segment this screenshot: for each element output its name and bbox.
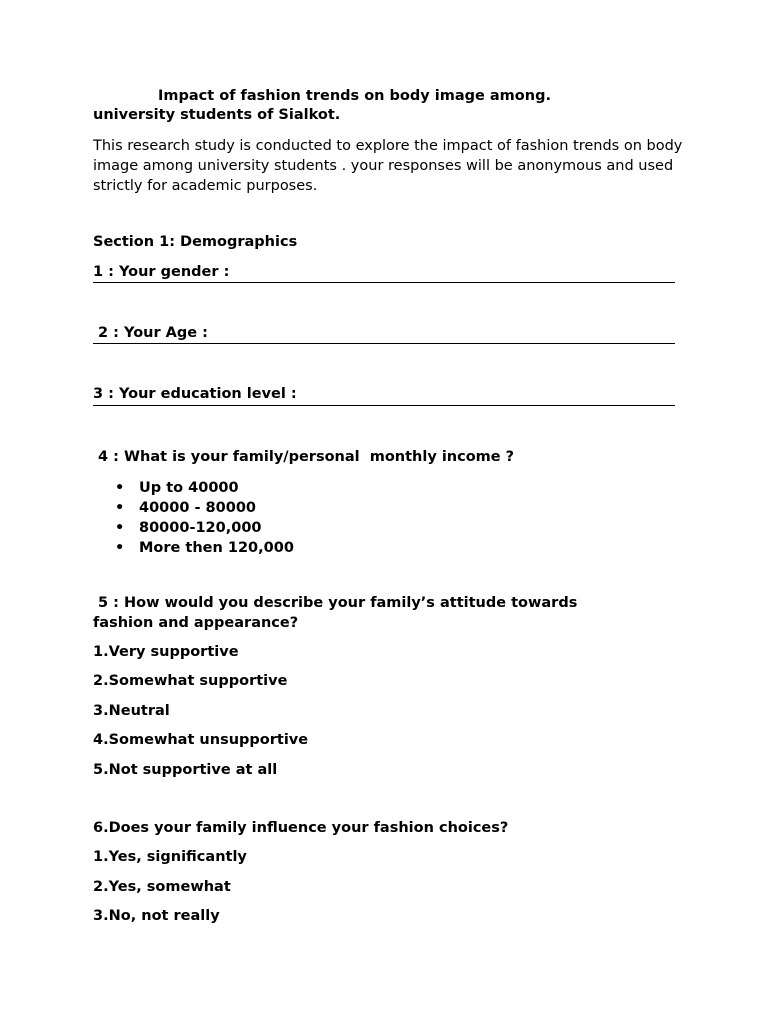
attitude-option: 3.Neutral: [93, 703, 170, 719]
education-answer-line: [93, 405, 675, 406]
bullet-icon: •: [115, 540, 125, 556]
income-option: [93, 498, 294, 518]
intro-paragraph: This research study is conducted to explore the impact of fashion trends on body image among university students . your responses will be anonymous and used strictly for academic purposes.: [93, 138, 683, 194]
question-1-gender: 1 : Your gender :: [93, 264, 230, 280]
question-5-family-attitude: 5 : How would you describe your family’s attitude towards: [93, 595, 578, 611]
attitude-option: 2.Somewhat supportive: [93, 673, 288, 689]
income-options-list: [93, 478, 294, 558]
document-title-line-1: Impact of fashion trends on body image among.: [158, 88, 551, 104]
gender-answer-line: [93, 282, 675, 283]
question-4-income: 4 : What is your family/personal monthly income ?: [93, 449, 515, 465]
income-option-label: 80000-120,000: [139, 520, 262, 536]
influence-option: 3.No, not really: [93, 908, 220, 924]
bullet-icon: •: [115, 500, 125, 516]
income-option-label: Up to 40000: [139, 480, 239, 496]
influence-option: 2.Yes, somewhat: [93, 879, 231, 895]
income-option: [93, 518, 294, 538]
question-6-family-influence: 6.Does your family influence your fashion choices?: [93, 820, 509, 836]
question-2-age: 2 : Your Age :: [93, 325, 208, 341]
section-1-heading: Section 1: Demographics: [93, 234, 298, 250]
attitude-option: 4.Somewhat unsupportive: [93, 732, 309, 748]
income-option: [93, 478, 294, 498]
age-answer-line: [93, 343, 675, 344]
attitude-option: 1.Very supportive: [93, 644, 239, 660]
bullet-icon: •: [115, 480, 125, 496]
attitude-option: 5.Not supportive at all: [93, 762, 278, 778]
income-option-label: 40000 - 80000: [139, 500, 257, 516]
question-3-education: 3 : Your education level :: [93, 386, 297, 402]
income-option: [93, 538, 294, 558]
document-title-line-2: university students of Sialkot.: [93, 107, 341, 123]
bullet-icon: •: [115, 520, 125, 536]
influence-option: 1.Yes, significantly: [93, 849, 247, 865]
question-5-family-attitude-cont: fashion and appearance?: [93, 615, 299, 631]
income-option-label: More then 120,000: [139, 540, 294, 556]
